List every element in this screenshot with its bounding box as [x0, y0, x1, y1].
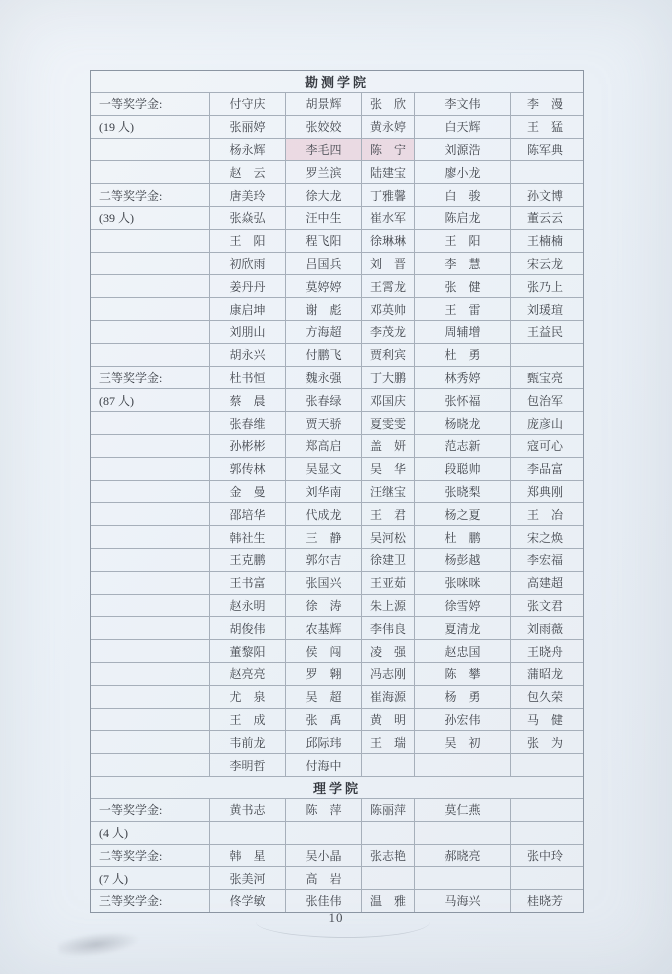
name-cell: 王 君	[361, 503, 414, 525]
name-cell: 张中玲	[510, 845, 579, 867]
table-row	[91, 662, 583, 685]
name-cell: 汪中生	[285, 207, 361, 229]
table-row	[91, 206, 583, 229]
name-cell: 朱上源	[361, 595, 414, 617]
name-cell: 李毛四	[285, 139, 361, 161]
name-cell	[510, 867, 579, 889]
name-cell: 莫仁燕	[414, 799, 510, 821]
category-cell	[91, 595, 209, 617]
name-cell: 包久荣	[510, 686, 579, 708]
category-cell: (4 人)	[99, 826, 128, 841]
name-cell: 唐美玲	[209, 184, 285, 206]
name-cell: 孙彬彬	[209, 435, 285, 457]
name-cell: 甄宝亮	[510, 367, 579, 389]
category-cell	[91, 253, 209, 275]
name-cell: 包治军	[510, 389, 579, 411]
name-cell: 杜 鹏	[414, 526, 510, 548]
name-cell: 陈军典	[510, 139, 579, 161]
category-cell: 三等奖学金:	[99, 894, 163, 909]
category-cell	[91, 230, 209, 252]
name-cell: 孙宏伟	[414, 709, 510, 731]
name-cell: 代成龙	[285, 503, 361, 525]
category-cell	[91, 298, 209, 320]
name-cell: 黄 明	[361, 709, 414, 731]
name-cell: 廖小龙	[414, 161, 510, 183]
name-cell: 刘源浩	[414, 139, 510, 161]
name-cell: 王霄龙	[361, 275, 414, 297]
name-cell: 丁雅馨	[361, 184, 414, 206]
name-cell: 方海超	[285, 321, 361, 343]
name-cell: 张春维	[209, 412, 285, 434]
name-cell: 张乃上	[510, 275, 579, 297]
table-row	[91, 866, 583, 889]
category-cell: 三等奖学金:	[99, 370, 163, 385]
name-cell: 杨永辉	[209, 139, 285, 161]
name-cell: 张国兴	[285, 572, 361, 594]
name-cell: 王克鹏	[209, 549, 285, 571]
name-cell: 寇可心	[510, 435, 579, 457]
name-cell: 宋之焕	[510, 526, 579, 548]
category-cell	[91, 731, 209, 753]
name-cell: 夏雯雯	[361, 412, 414, 434]
scan-smudge	[57, 927, 143, 961]
name-cell: 侯 闯	[285, 640, 361, 662]
category-cell	[91, 503, 209, 525]
name-cell: 韩 星	[209, 845, 285, 867]
name-cell: 杨 勇	[414, 686, 510, 708]
category-cell	[91, 663, 209, 685]
page-number: 10	[328, 910, 344, 925]
name-cell: 刘华南	[285, 481, 361, 503]
name-cell: 王益民	[510, 321, 579, 343]
name-cell: 贾利宾	[361, 344, 414, 366]
name-cell: 胡景辉	[285, 93, 361, 115]
name-cell: 李品富	[510, 458, 579, 480]
category-cell: 二等奖学金:	[99, 188, 163, 203]
name-cell: 张姣姣	[285, 116, 361, 138]
name-cell: 吴小晶	[285, 845, 361, 867]
name-cell: 董黎阳	[209, 640, 285, 662]
table-row	[91, 708, 583, 731]
name-cell: 王楠楠	[510, 230, 579, 252]
name-cell	[414, 822, 510, 844]
name-cell: 农基辉	[285, 617, 361, 639]
table-row	[91, 366, 583, 389]
table-row	[91, 229, 583, 252]
category-cell: (7 人)	[99, 871, 128, 886]
name-cell: 林秀婷	[414, 367, 510, 389]
name-cell: 刘朋山	[209, 321, 285, 343]
name-cell: 马 健	[510, 709, 579, 731]
name-cell: 佟学敏	[209, 890, 285, 912]
category-cell	[91, 640, 209, 662]
name-cell	[209, 822, 285, 844]
table-row	[91, 616, 583, 639]
table-row	[91, 798, 583, 821]
name-cell: 金 曼	[209, 481, 285, 503]
name-cell: 杨彭越	[414, 549, 510, 571]
category-cell	[91, 549, 209, 571]
name-cell: 吕国兵	[285, 253, 361, 275]
name-cell: 李文伟	[414, 93, 510, 115]
name-cell: 尤 泉	[209, 686, 285, 708]
table-row	[91, 343, 583, 366]
category-cell	[91, 481, 209, 503]
category-cell: (87 人)	[99, 393, 134, 408]
name-cell: 张 禹	[285, 709, 361, 731]
name-cell: 崔海源	[361, 686, 414, 708]
category-cell	[91, 458, 209, 480]
name-cell: 宋云龙	[510, 253, 579, 275]
name-cell: 贾天骄	[285, 412, 361, 434]
category-cell	[91, 412, 209, 434]
section-header: 勘测学院	[304, 75, 369, 90]
name-cell	[510, 799, 579, 821]
name-cell: 莫婷婷	[285, 275, 361, 297]
name-cell: 陆建宝	[361, 161, 414, 183]
name-cell	[414, 867, 510, 889]
name-cell	[510, 754, 579, 776]
table-row	[91, 92, 583, 115]
name-cell: 崔水军	[361, 207, 414, 229]
name-cell: 李茂龙	[361, 321, 414, 343]
name-cell: 张文君	[510, 595, 579, 617]
name-cell: 白 骏	[414, 184, 510, 206]
name-cell: 姜丹丹	[209, 275, 285, 297]
category-cell	[91, 526, 209, 548]
name-cell: 徐雪婷	[414, 595, 510, 617]
name-cell: 吴河松	[361, 526, 414, 548]
name-cell: 夏清龙	[414, 617, 510, 639]
name-cell: 高 岩	[285, 867, 361, 889]
name-cell: 张 健	[414, 275, 510, 297]
name-cell: 郭尔吉	[285, 549, 361, 571]
name-cell: 罗 翱	[285, 663, 361, 685]
name-cell: 蔡 晨	[209, 389, 285, 411]
name-cell: 程飞阳	[285, 230, 361, 252]
name-cell: 张春绿	[285, 389, 361, 411]
name-cell: 王 阳	[209, 230, 285, 252]
name-cell	[510, 344, 579, 366]
name-cell: 杜书恒	[209, 367, 285, 389]
name-cell: 三 静	[285, 526, 361, 548]
name-cell: 孙文博	[510, 184, 579, 206]
name-cell: 汪继宝	[361, 481, 414, 503]
name-cell: 凌 强	[361, 640, 414, 662]
category-cell	[91, 686, 209, 708]
table-row	[91, 115, 583, 138]
name-cell: 张佳伟	[285, 890, 361, 912]
section-header: 理学院	[91, 776, 583, 798]
name-cell: 胡俊伟	[209, 617, 285, 639]
name-cell: 王 成	[209, 709, 285, 731]
name-cell	[361, 867, 414, 889]
name-cell: 桂晓芳	[510, 890, 579, 912]
category-cell	[91, 572, 209, 594]
name-cell: 吴 华	[361, 458, 414, 480]
table-row	[91, 388, 583, 411]
table-row	[91, 160, 583, 183]
name-cell: 徐琳琳	[361, 230, 414, 252]
name-cell	[361, 754, 414, 776]
name-cell: 丁大鹏	[361, 367, 414, 389]
name-cell: 张晓梨	[414, 481, 510, 503]
table-row	[91, 183, 583, 206]
name-cell: 段聪帅	[414, 458, 510, 480]
table-row	[91, 548, 583, 571]
name-cell: 张丽婷	[209, 116, 285, 138]
name-cell	[285, 822, 361, 844]
name-cell: 杨之夏	[414, 503, 510, 525]
name-cell: 赵忠国	[414, 640, 510, 662]
name-cell: 张咪咪	[414, 572, 510, 594]
name-cell: 庞彦山	[510, 412, 579, 434]
name-cell: 刘瑗瑄	[510, 298, 579, 320]
name-cell: 邓国庆	[361, 389, 414, 411]
name-cell: 郑高启	[285, 435, 361, 457]
name-cell: 蒲昭龙	[510, 663, 579, 685]
category-cell	[91, 617, 209, 639]
name-cell: 张 为	[510, 731, 579, 753]
name-cell: 吴 初	[414, 731, 510, 753]
name-cell: 陈 宁	[361, 139, 414, 161]
name-cell: 张焱弘	[209, 207, 285, 229]
name-cell: 张怀福	[414, 389, 510, 411]
name-cell: 王 猛	[510, 116, 579, 138]
table-row	[91, 274, 583, 297]
category-cell	[91, 344, 209, 366]
name-cell: 罗兰滨	[285, 161, 361, 183]
category-cell	[91, 139, 209, 161]
name-cell: 杜 勇	[414, 344, 510, 366]
name-cell: 张美河	[209, 867, 285, 889]
table-row	[91, 252, 583, 275]
category-cell	[91, 435, 209, 457]
name-cell	[414, 754, 510, 776]
name-cell: 王 瑞	[361, 731, 414, 753]
name-cell: 李明哲	[209, 754, 285, 776]
table-row	[91, 320, 583, 343]
name-cell: 王晓舟	[510, 640, 579, 662]
name-cell: 魏永强	[285, 367, 361, 389]
name-cell: 赵亮亮	[209, 663, 285, 685]
name-cell: 邵培华	[209, 503, 285, 525]
table-row	[91, 411, 583, 434]
table-row	[91, 297, 583, 320]
name-cell: 徐大龙	[285, 184, 361, 206]
name-cell: 陈 萍	[285, 799, 361, 821]
name-cell: 初欣雨	[209, 253, 285, 275]
table-row	[91, 138, 583, 161]
category-cell: 二等奖学金:	[99, 848, 163, 863]
table-row	[91, 639, 583, 662]
name-cell: 康启坤	[209, 298, 285, 320]
table-row	[91, 571, 583, 594]
name-cell: 张 欣	[361, 93, 414, 115]
category-cell	[91, 754, 209, 776]
name-cell: 付守庆	[209, 93, 285, 115]
category-cell	[91, 709, 209, 731]
name-cell: 白天辉	[414, 116, 510, 138]
name-cell: 郑典刚	[510, 481, 579, 503]
category-cell	[91, 161, 209, 183]
category-cell: 一等奖学金:	[99, 97, 163, 112]
name-cell: 赵 云	[209, 161, 285, 183]
name-cell: 李 漫	[510, 93, 579, 115]
name-cell: 郭传林	[209, 458, 285, 480]
name-cell: 陈启龙	[414, 207, 510, 229]
name-cell: 谢 彪	[285, 298, 361, 320]
name-cell: 付鹏飞	[285, 344, 361, 366]
category-cell	[91, 275, 209, 297]
name-cell: 韩社生	[209, 526, 285, 548]
name-cell: 冯志刚	[361, 663, 414, 685]
table-row	[91, 434, 583, 457]
name-cell: 高建超	[510, 572, 579, 594]
table-row	[91, 730, 583, 753]
table-row	[91, 821, 583, 844]
name-cell: 王 雷	[414, 298, 510, 320]
table-row	[91, 594, 583, 617]
name-cell: 王 阳	[414, 230, 510, 252]
name-cell: 付海中	[285, 754, 361, 776]
name-cell: 王书富	[209, 572, 285, 594]
name-cell: 韦前龙	[209, 731, 285, 753]
table-row	[91, 753, 583, 776]
name-cell: 范志新	[414, 435, 510, 457]
name-cell: 赵永明	[209, 595, 285, 617]
name-cell: 李 慧	[414, 253, 510, 275]
name-cell: 黄永婷	[361, 116, 414, 138]
category-cell: 一等奖学金:	[99, 803, 163, 818]
name-cell: 王 冶	[510, 503, 579, 525]
name-cell: 陈 攀	[414, 663, 510, 685]
name-cell: 徐 涛	[285, 595, 361, 617]
scan-scratch	[256, 922, 430, 938]
category-cell: (19 人)	[99, 120, 134, 135]
name-cell	[361, 822, 414, 844]
name-cell	[510, 161, 579, 183]
table-row	[91, 502, 583, 525]
name-cell	[510, 822, 579, 844]
scholarship-table	[90, 70, 584, 913]
name-cell: 黄书志	[209, 799, 285, 821]
table-row	[91, 480, 583, 503]
category-cell: (39 人)	[99, 211, 134, 226]
name-cell: 周辅增	[414, 321, 510, 343]
table-row	[91, 685, 583, 708]
name-cell: 温 雅	[361, 890, 414, 912]
name-cell: 盖 妍	[361, 435, 414, 457]
name-cell: 李宏福	[510, 549, 579, 571]
name-cell: 陈丽萍	[361, 799, 414, 821]
table-row	[91, 457, 583, 480]
name-cell: 马海兴	[414, 890, 510, 912]
table-row	[91, 889, 583, 912]
name-cell: 吴显文	[285, 458, 361, 480]
table-row	[91, 844, 583, 867]
name-cell: 胡永兴	[209, 344, 285, 366]
name-cell: 邱际玮	[285, 731, 361, 753]
name-cell: 王亚茹	[361, 572, 414, 594]
name-cell: 徐建卫	[361, 549, 414, 571]
name-cell: 李伟良	[361, 617, 414, 639]
name-cell: 刘 晋	[361, 253, 414, 275]
table-row	[91, 525, 583, 548]
name-cell: 邓英帅	[361, 298, 414, 320]
name-cell: 吴 超	[285, 686, 361, 708]
name-cell: 张志艳	[361, 845, 414, 867]
name-cell: 董云云	[510, 207, 579, 229]
name-cell: 郝晓亮	[414, 845, 510, 867]
name-cell: 刘雨薇	[510, 617, 579, 639]
category-cell	[91, 321, 209, 343]
name-cell: 杨晓龙	[414, 412, 510, 434]
